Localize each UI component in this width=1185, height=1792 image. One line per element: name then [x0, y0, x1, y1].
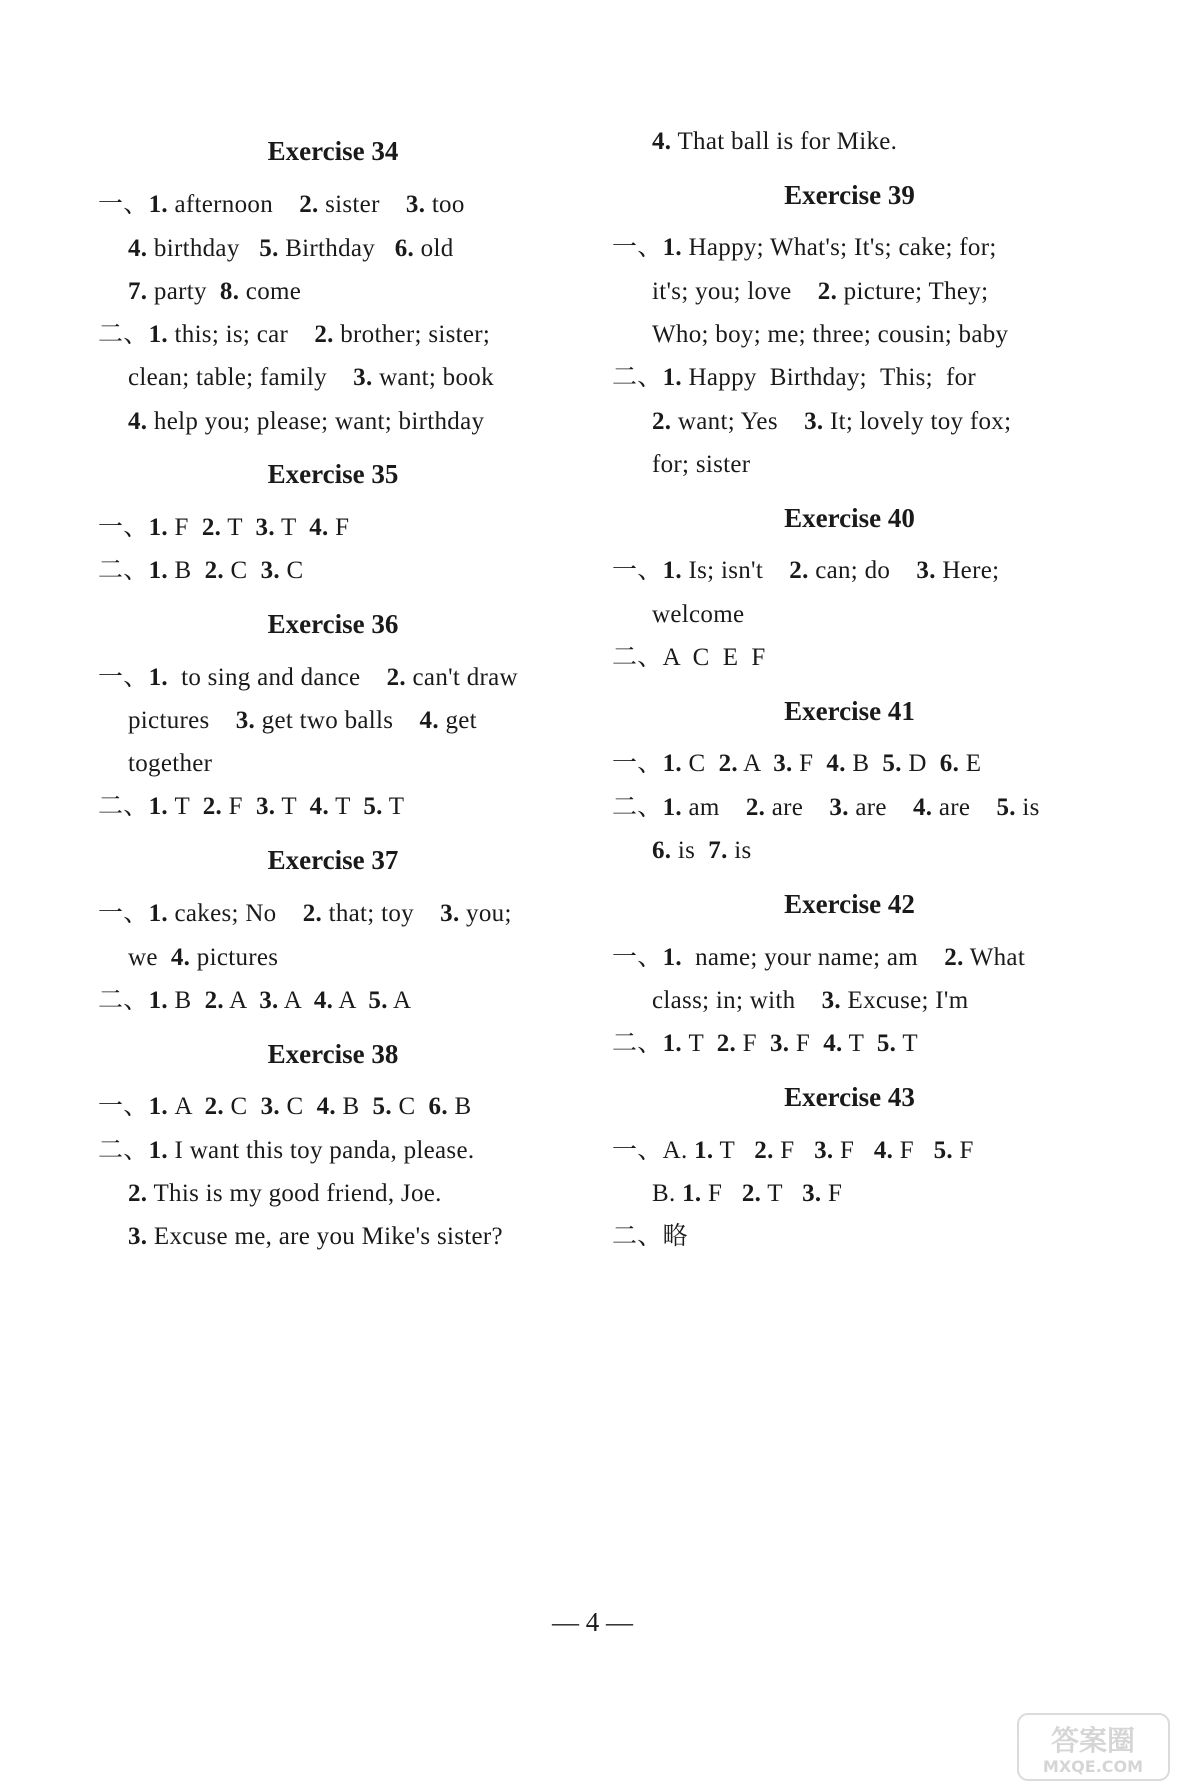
watermark-sub: MXQE.COM: [1042, 1757, 1144, 1776]
answer-line: 一、1. to sing and dance 2. can't draw: [98, 664, 518, 691]
answer-line: 二、1. T 2. F 3. F 4. T 5. T: [612, 1030, 918, 1057]
answer-line: welcome: [652, 601, 745, 628]
answer-line: 二、1. B 2. C 3. C: [98, 557, 304, 584]
watermark-text: 答案圈: [1050, 1724, 1136, 1757]
exercise-heading: Exercise 35: [267, 459, 399, 489]
answer-line: class; in; with 3. Excuse; I'm: [652, 987, 969, 1014]
answer-line: 二、1. B 2. A 3. A 4. A 5. A: [98, 987, 412, 1014]
answer-line: 一、1. C 2. A 3. F 4. B 5. D 6. E: [612, 750, 982, 777]
answer-line: 二、略: [612, 1223, 688, 1250]
answer-line: 7. party 8. come: [128, 278, 302, 305]
answer-line: 二、1. this; is; car 2. brother; sister;: [98, 321, 491, 348]
answer-line: 一、1. afternoon 2. sister 3. too: [98, 191, 465, 218]
answer-line: 4. help you; please; want; birthday: [128, 408, 485, 435]
exercise-heading: Exercise 41: [784, 696, 915, 726]
exercise-heading: Exercise 38: [267, 1039, 399, 1069]
answer-line: 二、1. am 2. are 3. are 4. are 5. is: [612, 794, 1040, 821]
exercise-heading: Exercise 34: [267, 136, 399, 166]
answer-line: 二、1. T 2. F 3. T 4. T 5. T: [98, 793, 405, 820]
answer-line: B. 1. F 2. T 3. F: [652, 1180, 843, 1207]
answer-line: pictures 3. get two balls 4. get: [128, 707, 477, 734]
answer-line: 2. want; Yes 3. It; lovely toy fox;: [652, 408, 1012, 435]
answer-line: 一、1. F 2. T 3. T 4. F: [98, 514, 350, 541]
answer-line: we 4. pictures: [128, 944, 279, 971]
exercise-heading: Exercise 36: [267, 609, 399, 639]
answer-line: Who; boy; me; three; cousin; baby: [652, 321, 1009, 348]
answer-line: 二、A C E F: [612, 644, 766, 671]
exercise-heading: Exercise 37: [267, 845, 399, 875]
answer-line: 4. That ball is for Mike.: [652, 128, 898, 155]
answer-line: 4. birthday 5. Birthday 6. old: [128, 235, 454, 262]
page-number: — 4 —: [552, 1607, 633, 1637]
watermark-logo: [1016, 1712, 1171, 1782]
answer-line: 一、A. 1. T 2. F 3. F 4. F 5. F: [612, 1137, 974, 1164]
answer-line: 一、1. A 2. C 3. C 4. B 5. C 6. B: [98, 1093, 472, 1120]
exercise-heading: Exercise 43: [784, 1082, 915, 1112]
answer-line: 6. is 7. is: [652, 837, 752, 864]
exercise-heading: Exercise 42: [784, 889, 915, 919]
answer-line: 3. Excuse me, are you Mike's sister?: [128, 1223, 503, 1250]
answer-line: together: [128, 750, 213, 777]
answer-line: 一、1. Is; isn't 2. can; do 3. Here;: [612, 557, 1000, 584]
answer-line: 一、1. cakes; No 2. that; toy 3. you;: [98, 900, 512, 927]
answer-line: 2. This is my good friend, Joe.: [128, 1180, 442, 1207]
answer-line: it's; you; love 2. picture; They;: [652, 278, 989, 305]
answer-line: for; sister: [652, 451, 751, 478]
answer-line: 二、1. Happy Birthday; This; for: [612, 364, 977, 391]
answer-line: clean; table; family 3. want; book: [128, 364, 494, 391]
exercise-heading: Exercise 39: [784, 180, 915, 210]
answer-line: 一、1. name; your name; am 2. What: [612, 944, 1026, 971]
exercise-heading: Exercise 40: [784, 503, 915, 533]
answer-line: 二、1. I want this toy panda, please.: [98, 1137, 475, 1164]
answer-line: 一、1. Happy; What's; It's; cake; for;: [612, 234, 997, 261]
